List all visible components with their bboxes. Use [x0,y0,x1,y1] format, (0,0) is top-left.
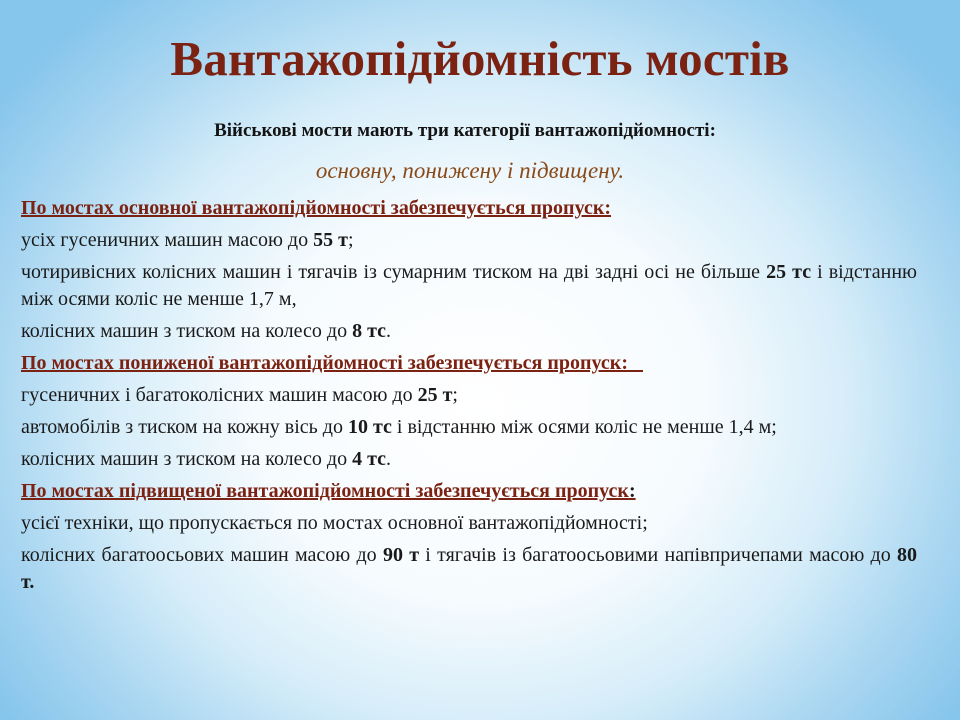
list-item: колісних машин з тиском на колесо до 8 тс. [21,320,392,342]
list-item: усіх гусеничних машин масою до 55 т; [21,229,354,251]
list-item: колісних машин з тиском на колесо до 4 тс. [21,448,392,470]
value-label: 80 т. [21,544,917,593]
list-item: чотиривісних колісних машин і тягачів із сумарним тиском на дві задні осі не більше 25 тс і відстанню між осями коліс не менше 1,7 м, [21,261,917,310]
list-item: колісних багатоосьових машин масою до 90 т і тягачів із багатоосьовими напівпричепами масою до 80 т. [21,544,917,593]
section-heading-text: По мостах пониженої вантажопідйомності забезпечується пропуск: [21,352,628,374]
section-heading-text: По мостах підвищеної вантажопідйомності забезпечується пропуск [21,480,629,502]
list-item: усієї техніки, що пропускається по мостах основної вантажопідйомності; [21,512,648,534]
value-label: 25 т [417,384,453,406]
list-item: автомобілів з тиском на кожну вісь до 10 тс і відстанню між осями коліс не менше 1,4 м; [21,416,777,438]
section-heading-reduced [21,350,917,377]
value-label: 4 тс [352,448,387,470]
slide-subtitle: Військові мости мають три категорії вантажопідйомності: [214,120,716,141]
section-heading-increased: По мостах підвищеної вантажопідйомності забезпечується пропуск: [21,480,636,502]
value-label: 8 тс [352,320,387,342]
value-label: 25 тс [766,261,812,283]
section-heading-text: По мостах основної вантажопідйомності забезпечується пропуск: [21,197,612,219]
list-item: гусеничних і багатоколісних машин масою до 25 т; [21,384,458,406]
slide-title: Вантажопідйомність мостів [170,31,790,86]
categories-list: основну, понижену і підвищену. [315,158,625,183]
section-heading-basic [21,195,917,222]
value-label: 55 т [313,229,348,251]
value-label: 90 т [382,544,420,566]
body-text [21,195,917,601]
value-label: 10 тс [347,416,392,438]
